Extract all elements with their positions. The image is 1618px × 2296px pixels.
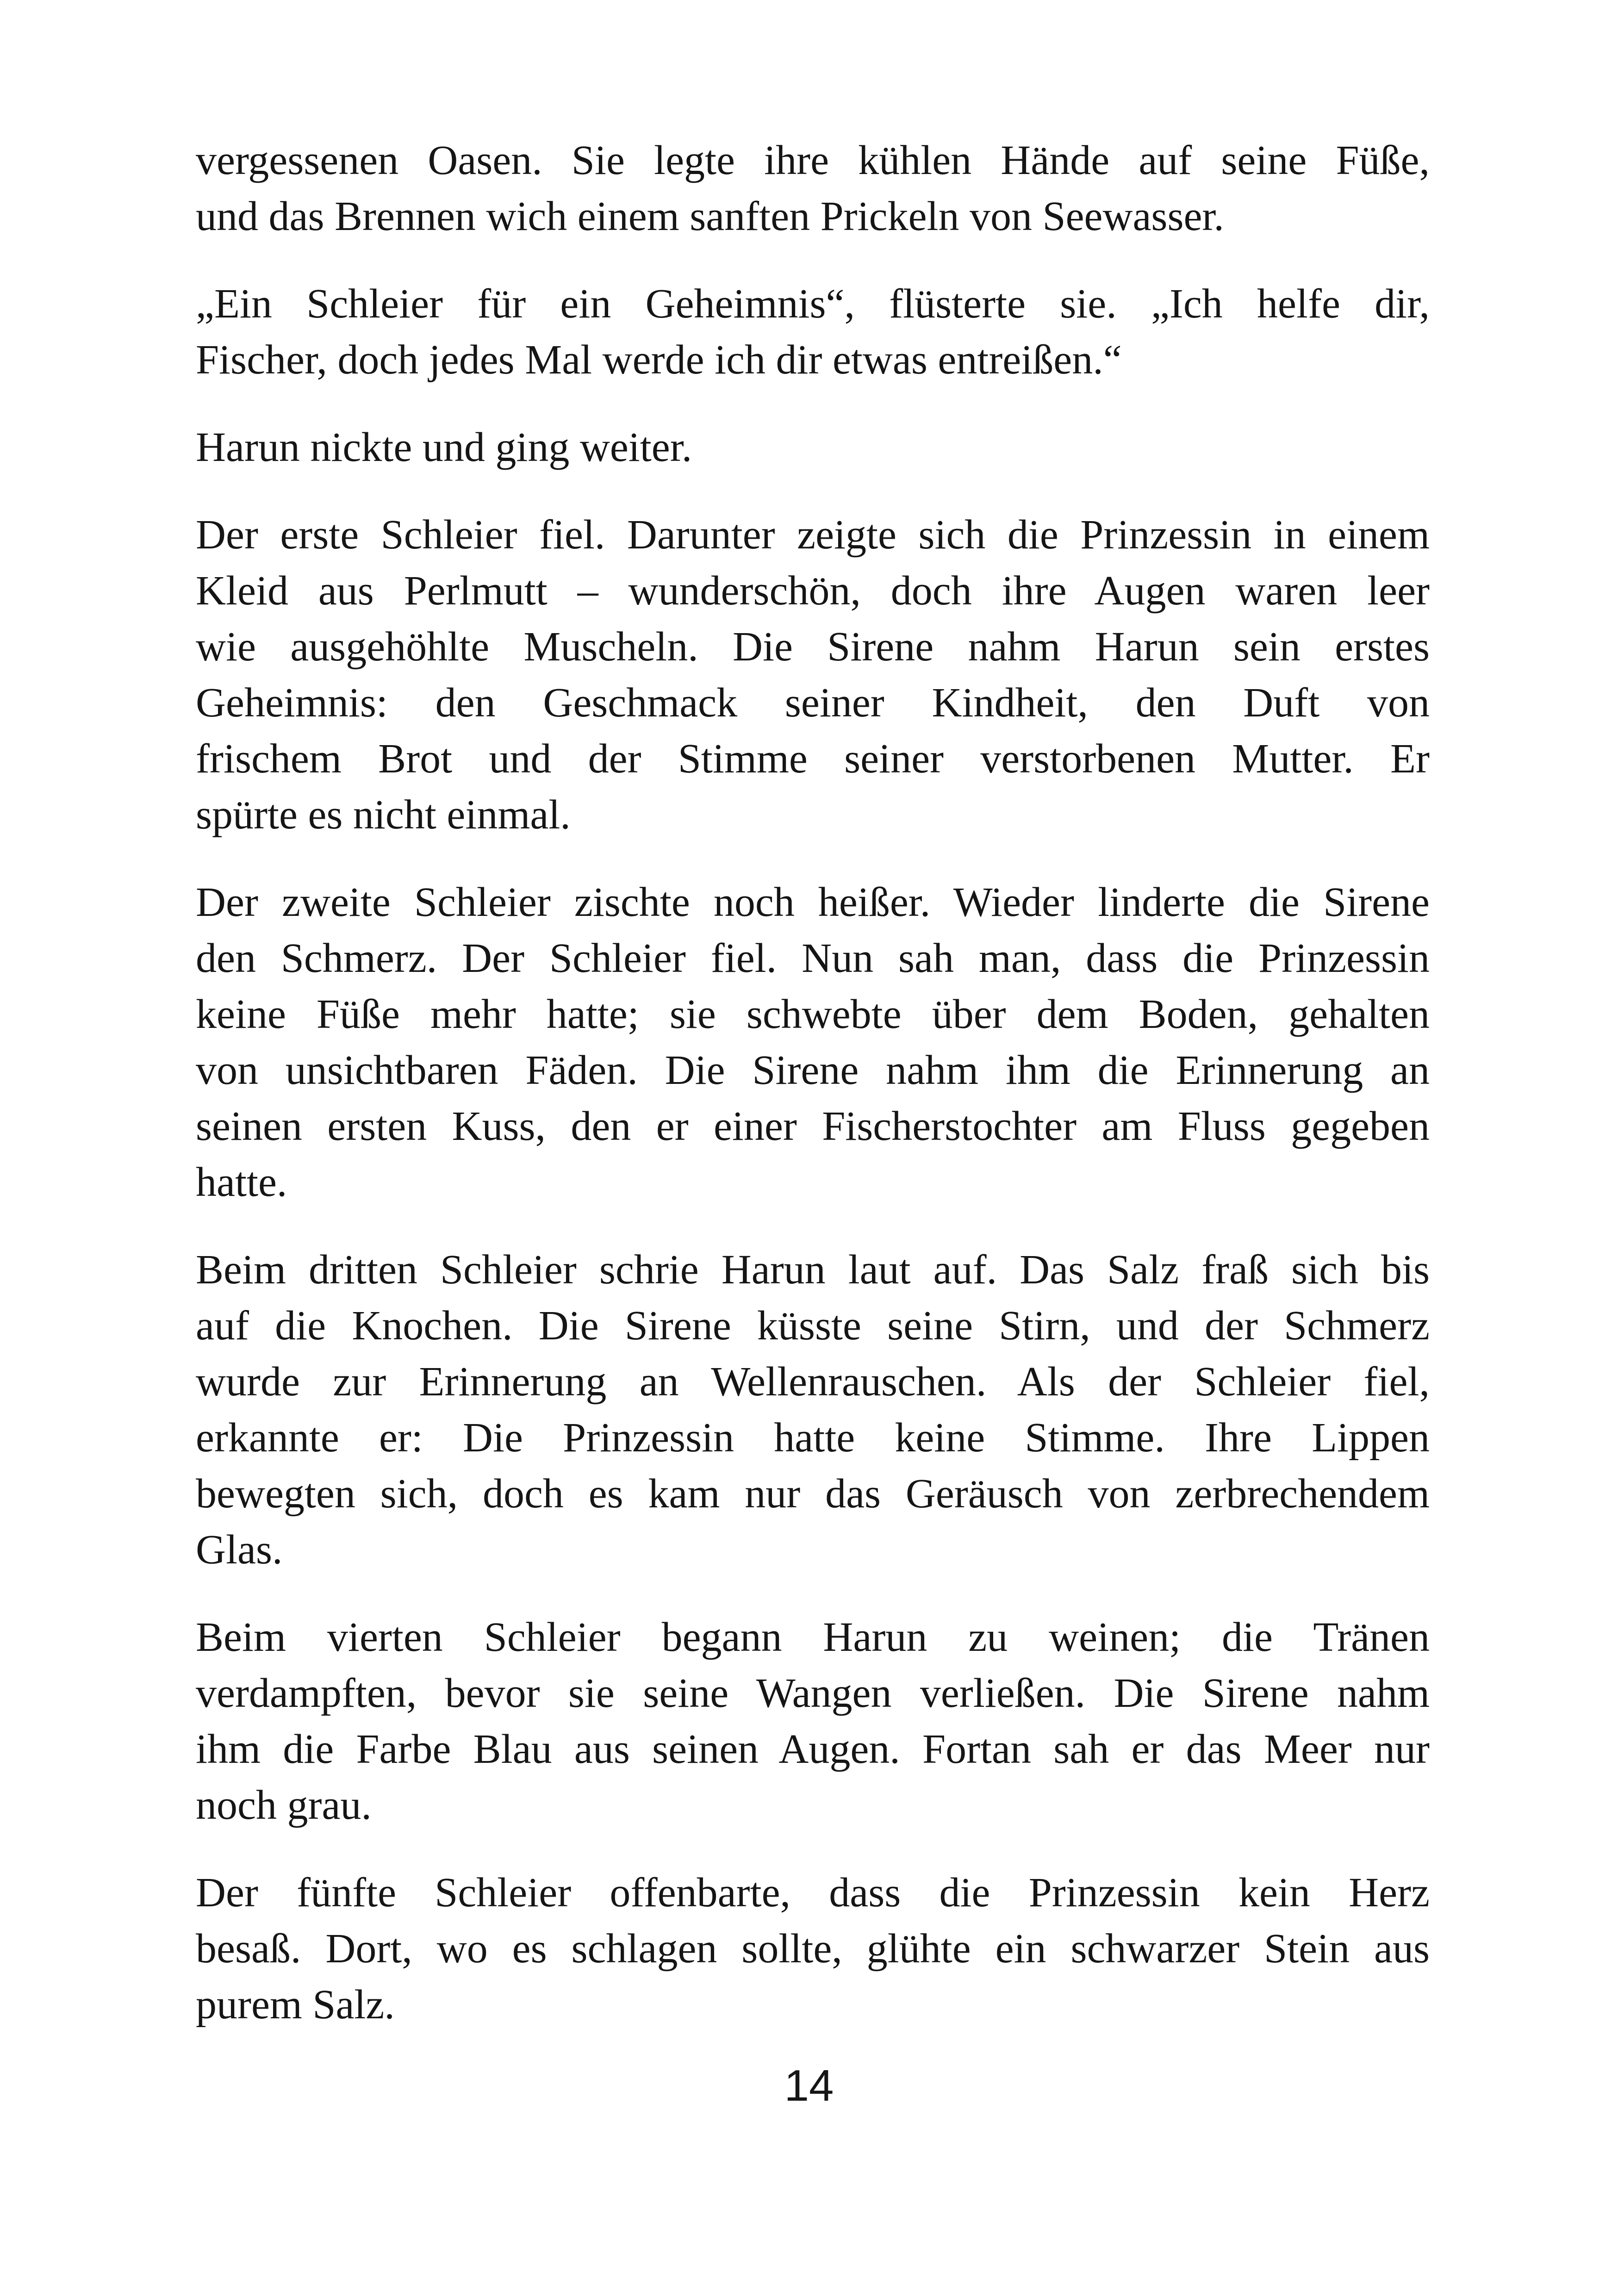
- text-line: Beim vierten Schleier begann Harun zu weinen; die Tränen: [196, 1614, 1430, 1660]
- text-line: purem Salz.: [196, 1982, 395, 2028]
- paragraph: [196, 419, 1430, 475]
- text-line: von unsichtbaren Fäden. Die Sirene nahm ihm die Erinnerung an: [196, 1047, 1430, 1093]
- page-text: [196, 132, 1430, 2033]
- paragraph: [196, 1609, 1430, 1833]
- text-line: erkannte er: Die Prinzessin hatte keine Stimme. Ihre Lippen: [196, 1415, 1430, 1461]
- paragraph: [196, 132, 1430, 244]
- text-line: Der fünfte Schleier offenbarte, dass die Prinzessin kein Herz: [196, 1870, 1430, 1916]
- text-line: „Ein Schleier für ein Geheimnis“, flüsterte sie. „Ich helfe dir,: [196, 281, 1430, 327]
- paragraph: [196, 1242, 1430, 1578]
- text-line: frischem Brot und der Stimme seiner verstorbenen Mutter. Er: [196, 736, 1430, 782]
- text-line: Beim dritten Schleier schrie Harun laut auf. Das Salz fraß sich bis: [196, 1247, 1430, 1293]
- text-line: seinen ersten Kuss, den er einer Fischerstochter am Fluss gegeben: [196, 1103, 1430, 1149]
- text-line: Der erste Schleier fiel. Darunter zeigte sich die Prinzessin in einem: [196, 512, 1430, 558]
- text-line: Der zweite Schleier zischte noch heißer. Wieder linderte die Sirene: [196, 879, 1430, 925]
- text-line: Glas.: [196, 1527, 283, 1573]
- text-line: auf die Knochen. Die Sirene küsste seine Stirn, und der Schmerz: [196, 1303, 1430, 1349]
- paragraph: [196, 874, 1430, 1210]
- text-line: Fischer, doch jedes Mal werde ich dir etwas entreißen.“: [196, 337, 1122, 383]
- text-line: wurde zur Erinnerung an Wellenrauschen. Als der Schleier fiel,: [196, 1359, 1430, 1405]
- text-line: vergessenen Oasen. Sie legte ihre kühlen Hände auf seine Füße,: [196, 137, 1430, 183]
- text-line: ihm die Farbe Blau aus seinen Augen. Fortan sah er das Meer nur: [196, 1726, 1430, 1772]
- paragraph: [196, 507, 1430, 843]
- text-line: bewegten sich, doch es kam nur das Geräusch von zerbrechendem: [196, 1471, 1430, 1517]
- paragraph: [196, 1865, 1430, 2033]
- paragraph: [196, 276, 1430, 388]
- text-line: verdampften, bevor sie seine Wangen verließen. Die Sirene nahm: [196, 1670, 1430, 1716]
- text-line: den Schmerz. Der Schleier fiel. Nun sah man, dass die Prinzessin: [196, 935, 1430, 981]
- text-line: spürte es nicht einmal.: [196, 792, 571, 838]
- text-line: und das Brennen wich einem sanften Prickeln von Seewasser.: [196, 193, 1224, 239]
- text-line: Geheimnis: den Geschmack seiner Kindheit, den Duft von: [196, 680, 1430, 726]
- text-line: wie ausgehöhlte Muscheln. Die Sirene nahm Harun sein erstes: [196, 624, 1430, 670]
- page-number: 14: [784, 2061, 834, 2110]
- text-line: keine Füße mehr hatte; sie schwebte über dem Boden, gehalten: [196, 991, 1430, 1037]
- text-line: besaß. Dort, wo es schlagen sollte, glühte ein schwarzer Stein aus: [196, 1926, 1430, 1972]
- text-line: Kleid aus Perlmutt – wunderschön, doch ihre Augen waren leer: [196, 568, 1430, 614]
- text-line: Harun nickte und ging weiter.: [196, 424, 692, 470]
- text-line: noch grau.: [196, 1782, 372, 1828]
- text-line: hatte.: [196, 1159, 287, 1205]
